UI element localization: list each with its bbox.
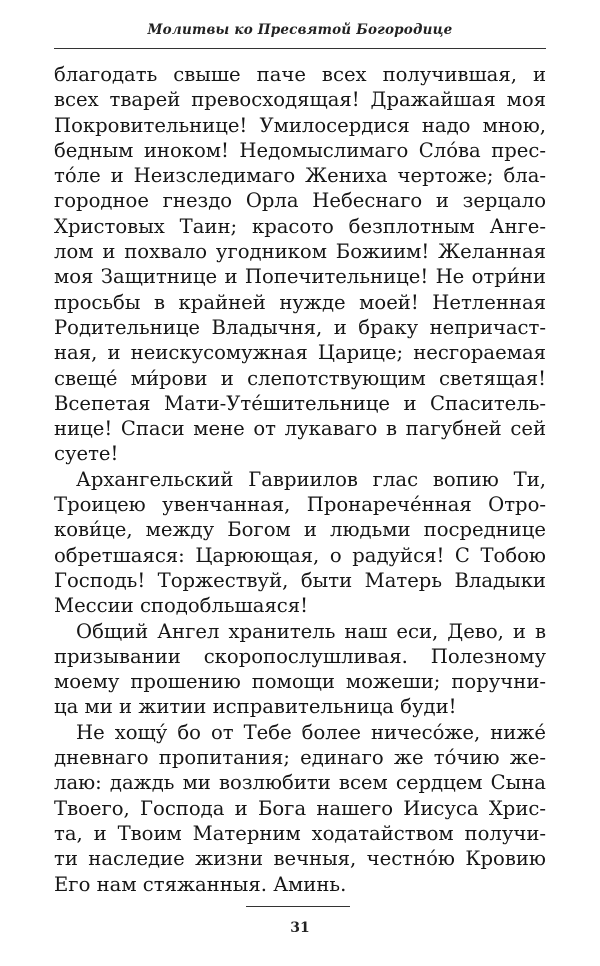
text-line: кови́це, между Богом и людьми посреднице (54, 518, 546, 542)
page-number: 31 (290, 920, 310, 936)
text-line: Троицею увенчанная, Пронарече́нная Отро- (54, 493, 546, 517)
text-line: обретшаяся: Царюющая, о радуйся! С Тобою (54, 543, 546, 567)
text-line: Покровительнице! Умилосердися надо мною, (54, 113, 546, 137)
text-line: та, и Твоим Матерним ходатайством получи- (54, 821, 546, 845)
text-line: Мессии сподобльшаяся! (54, 594, 309, 618)
text-line: то́ле и Неизследимаго Жениха чертоже; бла- (54, 164, 546, 188)
text-line: моя Защитнице и Попечительнице! Не отри́ни (54, 265, 546, 289)
text-line: Всепетая Мати-Уте́шительнице и Спаситель- (54, 391, 546, 415)
text-line: Твоего, Господа и Бога нашего Иисуса Хрис- (54, 796, 546, 820)
running-head-title: Молитвы ко Пресвятой Богородице (147, 22, 453, 38)
text-line: призывании скоропослушливая. Полезному (54, 644, 546, 668)
text-line: городное гнездо Орла Небеснаго и зерцало (54, 189, 546, 213)
text-line: дневнаго пропитания; единаго же то́чию же- (54, 746, 546, 770)
text-line: ная, и неискусомужная Царице; несгораемая (54, 341, 546, 365)
text-line: нице! Спаси мене от лукаваго в пагубней сей (54, 417, 546, 441)
paragraph-first-line: Архангельский Гавриилов глас вопию Ти, (76, 467, 546, 491)
paragraph-first-line: Общий Ангел хранитель наш еси, Дево, и в (76, 619, 546, 643)
text-line: бедным иноком! Недомыслимаго Сло́ва прес- (54, 138, 546, 162)
text-line: суете! (54, 442, 119, 466)
text-line: моему прошению помощи можеши; поручни- (54, 670, 546, 694)
paragraph-first-line: Не хощу́ бо от Тебе более ничесо́же, ниже́ (76, 720, 546, 744)
text-line: всех тварей превосходящая! Дражайшая моя (54, 88, 546, 112)
text-line: свеще́ ми́рови и слепотствующим светящая! (54, 366, 546, 390)
text-line: просьбы в крайней нужде моей! Нетленная (54, 290, 546, 314)
text-line: ти наследие жизни вечныя, честно́ю Кровию (54, 847, 546, 871)
header-rule-divider (54, 48, 546, 49)
text-line: Родительнице Владычня, и браку непричаст- (54, 315, 546, 339)
footer-rule-divider (246, 906, 350, 907)
prayer-body-text (54, 62, 546, 897)
text-line: лом и похвало угодником Божиим! Желанная (54, 240, 546, 264)
text-line: Его нам стяжанныя. Аминь. (54, 872, 347, 896)
text-line: благодать свыше паче всех получившая, и (54, 63, 546, 86)
text-line: лаю: даждь ми возлюбити всем сердцем Сына (54, 771, 546, 795)
text-line: Господь! Торжествуй, быти Матерь Владыки (54, 568, 546, 592)
text-line: ца ми и житии исправительница буди! (54, 695, 457, 719)
text-line: Христовых Таин; красото безплотным Анге- (54, 214, 546, 238)
